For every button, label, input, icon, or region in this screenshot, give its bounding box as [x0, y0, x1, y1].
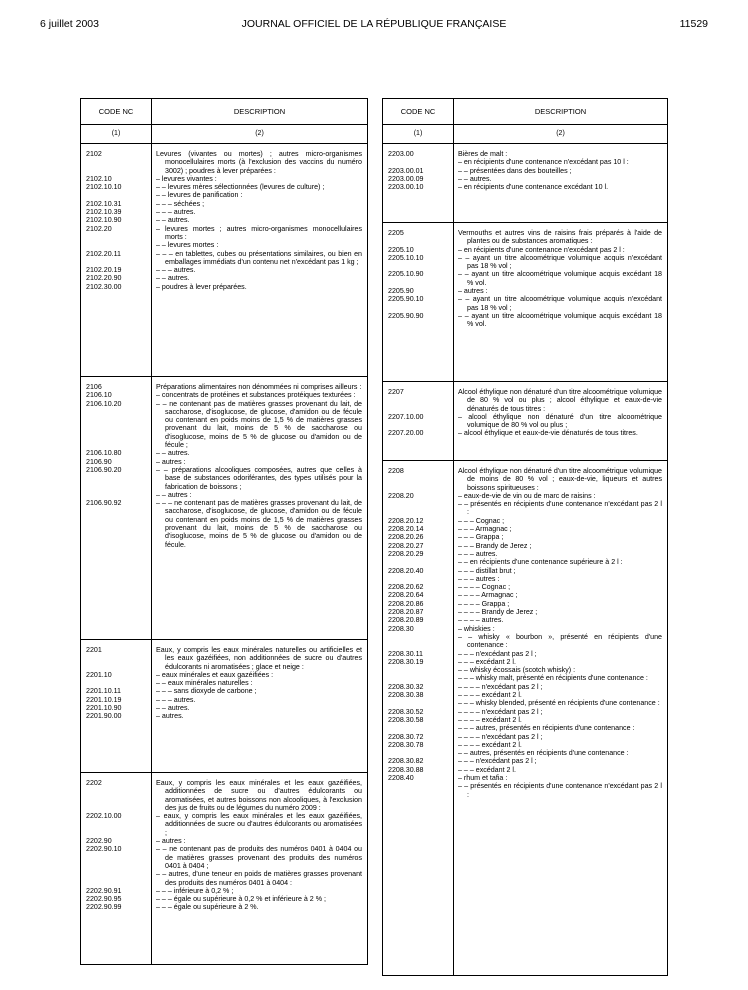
cn-code: 2102.20.19: [86, 266, 122, 275]
description-text: – en récipients d'une contenance n'excédant pas 10 l :: [458, 158, 629, 167]
cn-code: [383, 633, 453, 650]
description-text: – – autres.: [156, 274, 190, 283]
cn-code: [383, 158, 453, 166]
cn-code: [383, 749, 453, 757]
cn-code: [81, 870, 151, 887]
description-text: – – – autres, présentés en récipients d'une contenance :: [458, 724, 635, 733]
cn-code: 2202.90.10: [86, 845, 122, 854]
description-text: – autres.: [156, 712, 184, 721]
cn-code: 2208.30.58: [388, 715, 424, 724]
cn-code: 2208.20.12: [388, 516, 424, 525]
description-text: – – ayant un titre alcoométrique volumique acquis excédant 18 % vol.: [458, 311, 662, 329]
cn-code: 2203.00: [388, 150, 414, 158]
heading-group: [383, 144, 667, 222]
cn-code: 2207: [388, 388, 404, 396]
description-text: – – – n'excédant pas 2 l ;: [458, 649, 537, 658]
description-text: – autres :: [156, 457, 186, 466]
description-text: – en récipients d'une contenance excédant 10 l.: [458, 183, 609, 192]
cn-code: 2106: [86, 383, 102, 391]
table-row: [81, 779, 367, 812]
cn-code: 2208.40: [388, 773, 414, 782]
cn-code: 2208.30.52: [388, 707, 424, 716]
heading-group: [383, 222, 667, 381]
cn-code: 2208.30.78: [388, 740, 424, 749]
table-row: [383, 633, 667, 650]
cn-code: 2102.10.90: [86, 216, 122, 225]
table-row: [81, 383, 367, 391]
description-text: – – – – Grappa ;: [458, 599, 510, 608]
description-text: – – – – Armagnac ;: [458, 591, 518, 600]
description-text: – – whisky « bourbon », présenté en récipients d'une contenance :: [458, 632, 662, 650]
table-row: [383, 558, 667, 566]
cn-code: 2208.20.86: [388, 599, 424, 608]
cn-code: 2208.20.26: [388, 533, 424, 542]
table-row: [383, 287, 667, 295]
cn-code: [383, 666, 453, 674]
description-text: – – – – excédant 2 l.: [458, 691, 522, 700]
cn-code: 2201.90.00: [86, 712, 122, 721]
table-row: [81, 712, 367, 720]
table-row: [383, 708, 667, 716]
description-text: – – ne contenant pas de produits des numéros 0401 à 0404 ou de matières grasses provenant des produits des numéros 0401 à 0404 ;: [156, 845, 362, 870]
description-text: – rhum et tafia :: [458, 773, 508, 782]
description-text: – – – – n'excédant pas 2 l ;: [458, 732, 543, 741]
description-text: – – – séchées ;: [156, 199, 205, 208]
description-text: – – levures mortes :: [156, 241, 219, 250]
description-text: – – – en tablettes, cubes ou présentations similaires, ou bien en emballages immédiats d'un contenu net n'excédant pas 1 kg ;: [156, 249, 362, 266]
description-text: Levures (vivantes ou mortes) ; autres micro-organismes monocellulaires morts (à l'exclusion des vaccins du numéro 3002) ; poudres à lever préparées :: [156, 150, 362, 175]
table-header: [81, 99, 367, 144]
description-text: – levures vivantes :: [156, 174, 217, 183]
table-row: [383, 158, 667, 166]
cn-code: 2203.00.09: [388, 174, 424, 183]
cn-code: 2208.20.62: [388, 583, 424, 592]
table-row: [383, 716, 667, 724]
cn-code: [383, 575, 453, 583]
description-text: – – – Armagnac ;: [458, 525, 512, 534]
description-text: – – autres, présentés en récipients d'une contenance :: [458, 749, 629, 758]
cn-code: [383, 500, 453, 517]
table-row: [81, 241, 367, 249]
cn-code: 2201.10.11: [86, 687, 121, 696]
cn-code: 2201: [86, 646, 102, 654]
table-row: [81, 837, 367, 845]
table-row: [81, 191, 367, 199]
table-row: [81, 449, 367, 457]
table-row: [383, 167, 667, 175]
cn-code: [81, 491, 151, 499]
table-row: [81, 216, 367, 224]
cn-code: 2106.90.92: [86, 499, 122, 508]
table-row: [383, 600, 667, 608]
page-date: 6 juillet 2003: [40, 18, 99, 30]
cn-code: 2201.10.19: [86, 695, 122, 704]
table-row: [383, 175, 667, 183]
description-text: Vermouths et autres vins de raisins frais préparés à l'aide de plantes ou de substances aromatiques :: [458, 229, 662, 246]
description-text: – alcool éthylique et eaux-de-vie dénaturés de tous titres.: [458, 429, 638, 438]
table-row: [383, 295, 667, 312]
description-text: – – – autres :: [458, 574, 500, 583]
description-text: – concentrats de protéines et substances protéiques texturées :: [156, 391, 356, 400]
cn-code: 2202: [86, 779, 102, 787]
description-text: Eaux, y compris les eaux minérales et les eaux gazéifiées, additionnées de sucre ou d'autres édulcorants ou aromatisées, et autres boissons non alcooliques, à l'exclusion des jus de fruits ou de légumes du numéro 2009 :: [156, 779, 362, 812]
table-row: [81, 704, 367, 712]
description-text: – – présentés en récipients d'une contenance n'excédant pas 2 l :: [458, 782, 662, 799]
description-text: – levures mortes ; autres micro-organismes monocellulaires morts :: [156, 224, 362, 241]
description-text: – alcool éthylique non dénaturé d'un titre alcoométrique volumique de 80 % vol ou plus ;: [458, 412, 662, 430]
description-text: – – – distillat brut ;: [458, 566, 516, 575]
left-tariff-table: [80, 98, 368, 965]
table-body: [383, 144, 667, 975]
cn-code: 2202.90.91: [86, 886, 122, 895]
cn-code: 2208.30.88: [388, 765, 424, 774]
description-text: – – ayant un titre alcoométrique volumique acquis n'excédant pas 18 % vol ;: [458, 295, 662, 312]
description-text: Alcool éthylique non dénaturé d'un titre alcoométrique volumique de 80 % vol ou plus ; alcool éthylique et eaux-de-vie dénaturés de tous titres :: [458, 388, 662, 413]
description-text: – autres :: [458, 287, 488, 296]
cn-code: 2208.30.11: [388, 649, 423, 658]
table-row: [81, 225, 367, 242]
cn-code: [81, 679, 151, 687]
cn-code: 2102.10.10: [86, 183, 122, 192]
table-row: [81, 679, 367, 687]
description-text: – poudres à lever préparées.: [156, 282, 247, 291]
cn-code: 2102.20.90: [86, 274, 122, 283]
cn-code: 2202.90: [86, 837, 112, 846]
description-text: Bières de malt :: [458, 150, 508, 158]
description-text: – – whisky écossais (scotch whisky) :: [458, 666, 576, 675]
description-text: – – – excédant 2 l.: [458, 765, 516, 774]
table-row: [383, 616, 667, 624]
heading-group: [81, 144, 367, 376]
cn-code: 2208.30.32: [388, 682, 424, 691]
cn-code: 2208.30.38: [388, 691, 424, 700]
description-text: – – – – n'excédant pas 2 l ;: [458, 682, 543, 691]
description-text: – – – – excédant 2 l.: [458, 740, 522, 749]
description-text: Préparations alimentaires non dénommées ni comprises ailleurs :: [156, 383, 362, 391]
table-row: [383, 782, 667, 799]
cn-code: 2102.20.11: [86, 249, 121, 258]
table-row: [81, 696, 367, 704]
table-row: [81, 466, 367, 491]
description-text: – – autres, d'une teneur en poids de matières grasses provenant des produits des numéros 0401 à 0404 :: [156, 870, 362, 887]
description-text: – – – Grappa ;: [458, 533, 504, 542]
table-row: [383, 625, 667, 633]
table-row: [81, 895, 367, 903]
table-row: [81, 200, 367, 208]
cn-code: 2201.10.90: [86, 704, 122, 713]
description-text: – – – autres.: [458, 549, 498, 558]
cn-code: [383, 558, 453, 566]
cn-code: 2205.90.10: [388, 295, 424, 304]
description-text: – – – whisky malt, présenté en récipients d'une contenance :: [458, 674, 648, 683]
table-row: [81, 266, 367, 274]
table-row: [81, 150, 367, 175]
table-row: [383, 429, 667, 437]
table-row: [81, 903, 367, 911]
table-row: [383, 741, 667, 749]
table-row: [383, 591, 667, 599]
description-text: – – autres.: [458, 174, 492, 183]
table-row: [81, 175, 367, 183]
table-row: [383, 150, 667, 158]
description-text: – – présentées dans des bouteilles ;: [458, 166, 572, 175]
table-row: [383, 550, 667, 558]
description-text: Alcool éthylique non dénaturé d'un titre alcoométrique volumique de moins de 80 % vol ; eaux-de-vie, liqueurs et autres boissons spiritueuses :: [458, 467, 662, 492]
cn-code: 2102: [86, 150, 102, 158]
cn-code: 2205: [388, 229, 404, 237]
cn-code: 2202.10.00: [86, 812, 122, 821]
table-row: [81, 274, 367, 282]
description-text: – – – – excédant 2 l.: [458, 715, 522, 724]
column-number-1: (1): [111, 130, 121, 137]
table-row: [81, 646, 367, 671]
description-heading: DESCRIPTION: [454, 99, 667, 125]
table-row: [383, 583, 667, 591]
table-row: [81, 687, 367, 695]
description-text: – – autres.: [156, 704, 190, 713]
table-row: [81, 208, 367, 216]
table-row: [81, 499, 367, 549]
cn-code: 2201.10: [86, 670, 112, 679]
description-text: – autres :: [156, 837, 186, 846]
description-text: – eaux minérales et eaux gazéifiées :: [156, 670, 274, 679]
table-row: [81, 283, 367, 291]
description-text: – – – autres.: [156, 266, 196, 275]
description-text: – – – inférieure à 0,2 % ;: [156, 886, 234, 895]
cn-code: [383, 782, 453, 799]
cn-code: [383, 674, 453, 682]
cn-code: 2208.20.27: [388, 541, 424, 550]
description-text: – – levures mères sélectionnées (levures de culture) ;: [156, 183, 325, 192]
description-text: – – – égale ou supérieure à 2 %.: [156, 903, 259, 912]
table-row: [81, 812, 367, 837]
table-row: [81, 391, 367, 399]
table-row: [81, 250, 367, 267]
cn-code: 2102.10.31: [86, 199, 122, 208]
description-text: – – – Brandy de Jerez ;: [458, 541, 532, 550]
code-nc-heading: CODE NC: [383, 99, 453, 125]
table-row: [383, 650, 667, 658]
column-number-2: (2): [556, 130, 565, 137]
table-row: [81, 671, 367, 679]
cn-code: 2208.20.89: [388, 616, 424, 625]
table-row: [81, 491, 367, 499]
cn-code: 2106.10.20: [86, 399, 122, 408]
description-text: – – – – Cognac ;: [458, 583, 511, 592]
description-text: – – – Cognac ;: [458, 516, 505, 525]
cn-code: 2208.20.40: [388, 566, 424, 575]
table-row: [383, 733, 667, 741]
heading-group: [81, 639, 367, 772]
cn-code: 2208.20.29: [388, 549, 424, 558]
cn-code: 2208.20.64: [388, 591, 424, 600]
cn-code: 2207.20.00: [388, 429, 424, 438]
cn-code: 2208.20.87: [388, 608, 424, 617]
description-text: – – – sans dioxyde de carbone ;: [156, 687, 257, 696]
table-row: [81, 887, 367, 895]
description-text: – – autres.: [156, 216, 190, 225]
table-row: [383, 699, 667, 707]
cn-code: 2205.90: [388, 287, 414, 296]
cn-code: 2106.90: [86, 457, 112, 466]
description-text: – – présentés en récipients d'une contenance n'excédant pas 2 l :: [458, 500, 662, 517]
table-row: [383, 388, 667, 413]
cn-code: 2205.90.90: [388, 311, 424, 320]
column-number-2: (2): [255, 130, 264, 137]
table-row: [383, 749, 667, 757]
cn-code: 2102.20: [86, 224, 112, 233]
description-text: – – – – autres.: [458, 616, 504, 625]
table-row: [383, 254, 667, 271]
right-tariff-table: [382, 98, 668, 976]
description-text: – – – n'excédant pas 2 l ;: [458, 757, 537, 766]
table-row: [81, 845, 367, 870]
table-row: [383, 413, 667, 430]
description-text: – – ayant un titre alcoométrique volumique acquis excédant 18 % vol.: [458, 270, 662, 287]
description-text: – – ayant un titre alcoométrique volumique acquis n'excédant pas 18 % vol ;: [458, 253, 662, 271]
cn-code: 2106.10: [86, 391, 112, 400]
cn-code: 2202.90.95: [86, 895, 122, 904]
table-row: [383, 467, 667, 492]
description-text: – – – excédant 2 l.: [458, 657, 516, 666]
table-row: [383, 666, 667, 674]
table-row: [81, 400, 367, 450]
table-header: [383, 99, 667, 144]
cn-code: 2102.10: [86, 174, 112, 183]
table-row: [383, 766, 667, 774]
table-row: [383, 567, 667, 575]
description-text: – whiskies :: [458, 624, 495, 633]
cn-code: 2208.30.82: [388, 757, 424, 766]
heading-group: [383, 381, 667, 460]
cn-code: 2203.00.01: [388, 166, 424, 175]
table-row: [383, 229, 667, 246]
cn-code: [81, 241, 151, 249]
table-row: [383, 757, 667, 765]
table-row: [383, 492, 667, 500]
cn-code: 2203.00.10: [388, 183, 424, 192]
cn-code: [383, 724, 453, 732]
description-text: – – ne contenant pas de matières grasses provenant du lait, de saccharose, d'isoglucose, de glucose, d'amidon ou de fécule ou contenant en poids moins de 1,5 % de matières grasses provenant du lait, moins de 5 % de saccharose ou d'isoglucose, moins de 5 % de glucose ou d'amidon ou de fécule ;: [156, 399, 362, 450]
cn-code: 2208.20.14: [388, 525, 424, 534]
description-text: – – – – Brandy de Jerez ;: [458, 608, 538, 617]
table-row: [383, 724, 667, 732]
journal-title: JOURNAL OFFICIEL DE LA RÉPUBLIQUE FRANÇAISE: [241, 18, 507, 30]
cn-code: 2202.90.99: [86, 903, 122, 912]
cn-code: 2208.30: [388, 624, 414, 633]
description-text: – – – égale ou supérieure à 0,2 % et inférieure à 2 % ;: [156, 895, 326, 904]
description-text: – – autres.: [156, 449, 190, 458]
cn-code: 2205.10: [388, 245, 414, 254]
cn-code: 2205.10.10: [388, 253, 424, 262]
description-text: – – – – n'excédant pas 2 l ;: [458, 707, 543, 716]
description-text: – eaux, y compris les eaux minérales et les eaux gazéifiées, additionnées de sucre ou d'autres édulcorants ou aromatisées ;: [156, 812, 362, 837]
description-text: – – – ne contenant pas de matières grasses provenant du lait, de saccharose, d'isoglucose, de glucose, d'amidon ou de fécule ou contenant en poids moins de 1,5 % de matières grasses provenant du lait, moins de 5 % de saccharose ou d'isoglucose, moins de 5 % de glucose ou d'amidon ou de fécule.: [156, 499, 362, 549]
table-row: [81, 183, 367, 191]
description-text: – – en récipients d'une contenance supérieure à 2 l :: [458, 558, 623, 567]
description-text: – – préparations alcooliques composées, autres que celles à base de substances odoriférantes, des types utilisés pour la fabrication de boissons ;: [156, 465, 362, 491]
table-row: [383, 525, 667, 533]
description-text: – – – autres.: [156, 695, 196, 704]
table-row: [383, 575, 667, 583]
table-row: [383, 674, 667, 682]
heading-group: [81, 376, 367, 639]
description-text: – – – autres.: [156, 208, 196, 217]
code-nc-heading: CODE NC: [81, 99, 151, 125]
table-row: [383, 500, 667, 517]
description-text: – eaux-de-vie de vin ou de marc de raisins :: [458, 491, 596, 500]
table-row: [383, 691, 667, 699]
description-text: – – – whisky blended, présenté en récipients d'une contenance :: [458, 699, 660, 708]
table-row: [383, 312, 667, 329]
table-row: [81, 458, 367, 466]
cn-code: 2205.10.90: [388, 270, 424, 279]
cn-code: [383, 699, 453, 707]
table-row: [383, 183, 667, 191]
table-row: [383, 517, 667, 525]
description-text: – – eaux minérales naturelles :: [156, 679, 253, 688]
description-text: – en récipients d'une contenance n'excédant pas 2 l :: [458, 245, 625, 254]
cn-code: 2208.30.72: [388, 732, 424, 741]
description-text: Eaux, y compris les eaux minérales naturelles ou artificielles et les eaux gazéifiées, non additionnées de sucre ou d'autres édulcorants ni aromatisées ; glace et neige :: [156, 646, 362, 671]
description-text: – – levures de panification :: [156, 191, 243, 200]
table-row: [383, 542, 667, 550]
heading-group: [81, 772, 367, 912]
cn-code: 2208.20: [388, 491, 414, 500]
table-row: [383, 246, 667, 254]
table-row: [383, 270, 667, 287]
cn-code: [81, 191, 151, 199]
table-row: [383, 608, 667, 616]
page-number: 11529: [679, 18, 708, 30]
cn-code: 2102.10.39: [86, 208, 122, 217]
table-row: [383, 658, 667, 666]
table-row: [383, 533, 667, 541]
cn-code: 2102.30.00: [86, 282, 122, 291]
cn-code: 2207.10.00: [388, 412, 424, 421]
cn-code: 2106.10.80: [86, 449, 122, 458]
table-row: [383, 774, 667, 782]
cn-code: 2208: [388, 467, 404, 475]
table-row: [81, 870, 367, 887]
description-heading: DESCRIPTION: [152, 99, 367, 125]
cn-code: 2208.30.19: [388, 657, 424, 666]
column-number-1: (1): [413, 130, 423, 137]
cn-code: 2106.90.20: [86, 465, 122, 474]
description-text: – – autres :: [156, 490, 192, 499]
table-body: [81, 144, 367, 964]
table-row: [383, 683, 667, 691]
heading-group: [383, 460, 667, 799]
